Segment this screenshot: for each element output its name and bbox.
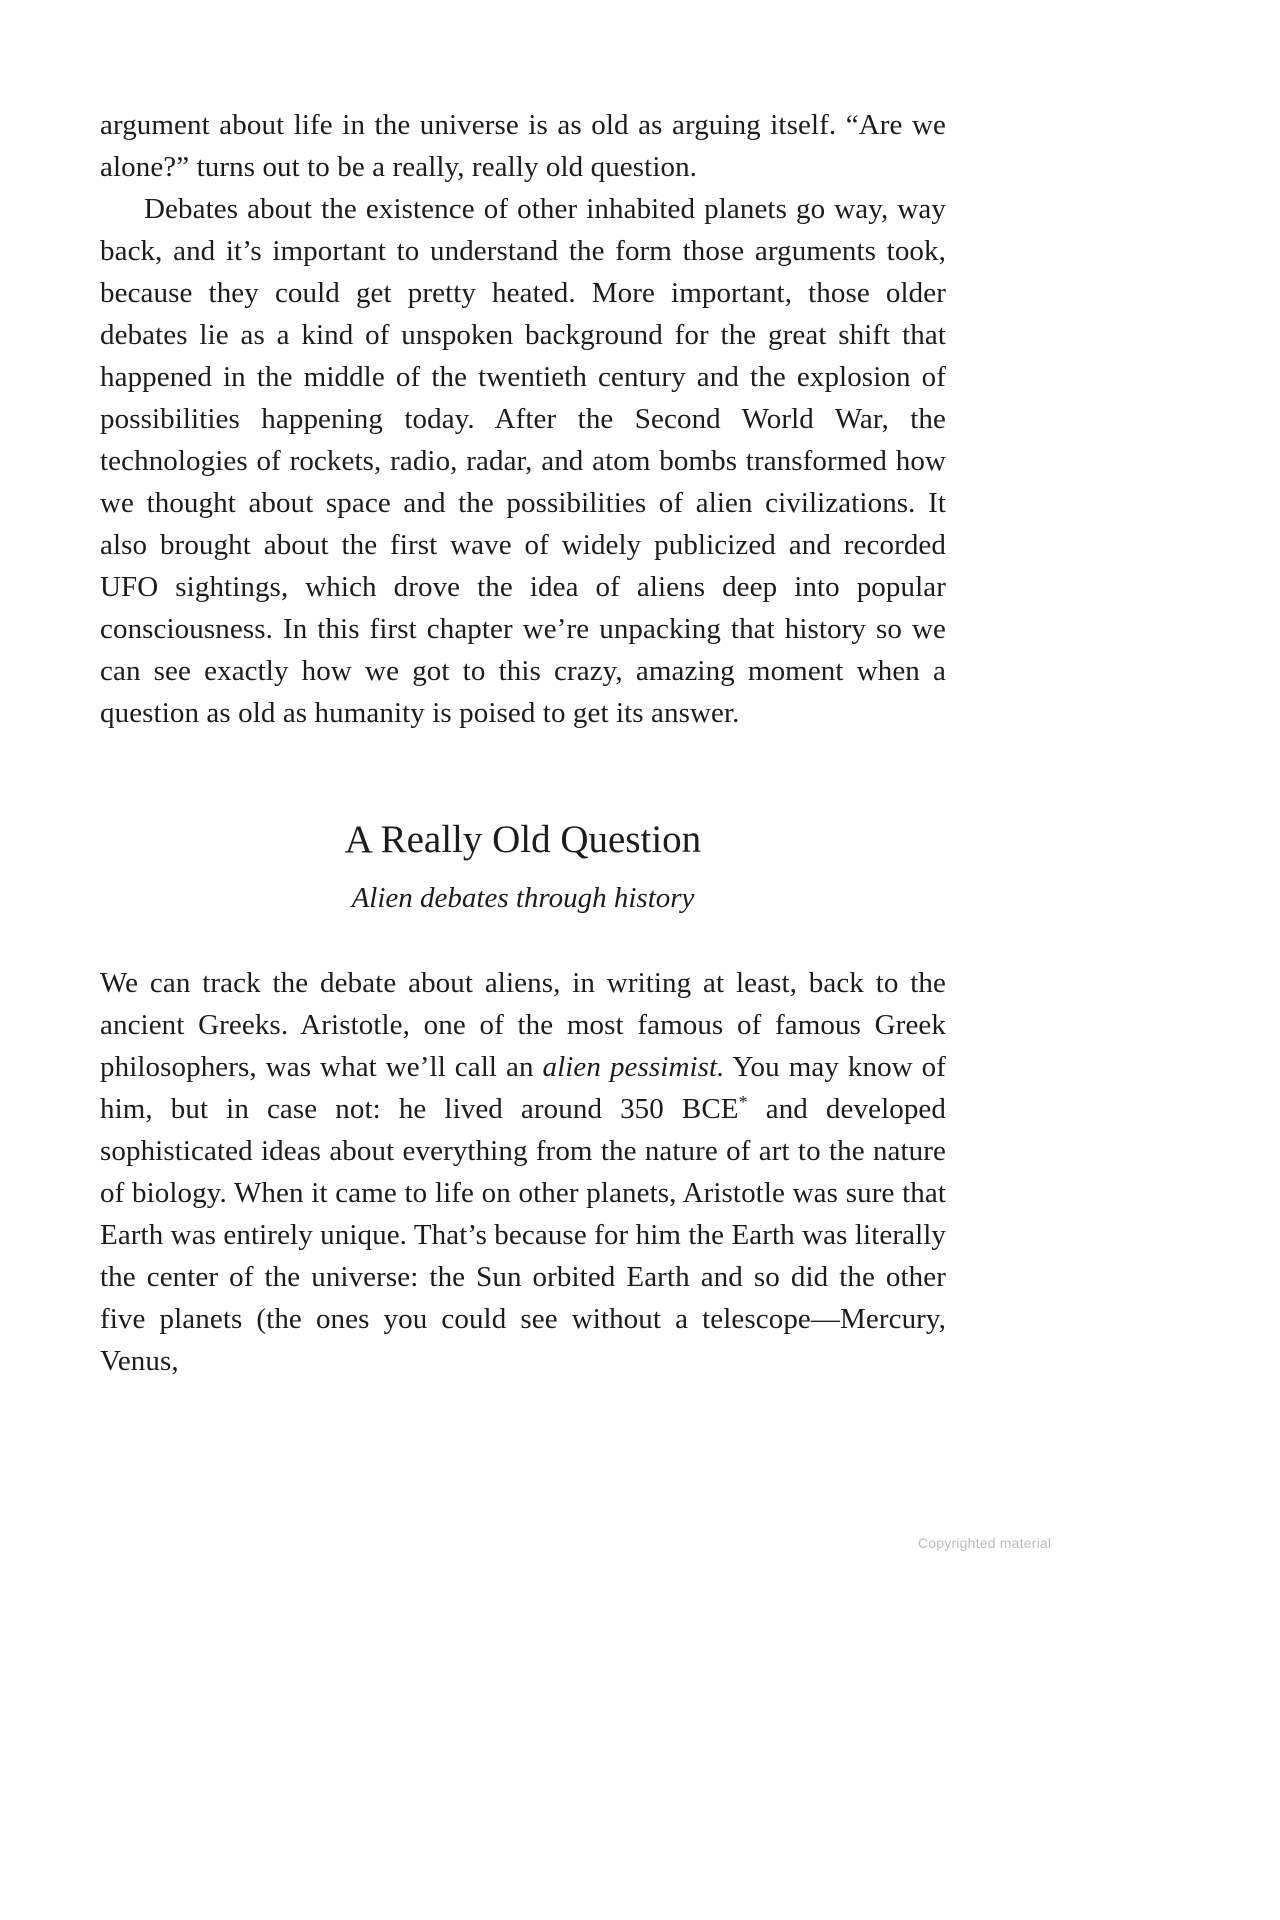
paragraph-continuation: argument about life in the universe is as old as arguing itself. “Are we alone?” turns out to be a really, really old question.: [100, 109, 946, 183]
italic-phrase: alien pessimist.: [542, 1051, 725, 1083]
section-heading: A Really Old Question: [344, 818, 702, 861]
footnote-asterisk: *: [738, 1092, 748, 1113]
paragraph-debates: Debates about the existence of other inhabited planets go way, way back, and it’s important to understand the form those arguments took, because they could get pretty heated. More important, those older debates lie as a kind of unspoken background for the great shift that happened in the middle of the twentieth century and the explosion of possibilities happening today. After the Second World War, the technologies of rockets, radio, radar, and atom bombs transformed how we thought about space and the possibilities of alien civilizations. It also brought about the first wave of widely publicized and recorded UFO sightings, which drove the idea of aliens deep into popular consciousness. In this first chapter we’re unpacking that history so we can see exactly how we got to this crazy, amazing moment when a question as old as humanity is poised to get its answer.: [100, 193, 946, 729]
paragraph-text-run: and developed sophisticated ideas about everything from the nature of art to the nature of biology. When it came to life on other planets, Aristotle was sure that Earth was entirely unique. That’s because for him the Earth was literally the center of the universe: the Sun orbited Earth and so did the other five planets (the ones you could see without a telescope—Mercury, Venus,: [100, 1093, 946, 1377]
copyright-notice: Copyrighted material: [918, 1535, 1052, 1551]
paragraph-text-run: We can track the debate about aliens, in writing at least, back to the ancient Greeks. Aristotle, one of the most famous of famous Greek philosophers, was what we’ll call an: [100, 967, 946, 1083]
text-block: [100, 104, 946, 1382]
paragraph-text-run: You may know of him, but in case not: he lived around 350 BCE: [100, 1051, 947, 1125]
paragraph-aristotle: [100, 962, 946, 1382]
section-subtitle: Alien debates through history: [351, 882, 695, 914]
